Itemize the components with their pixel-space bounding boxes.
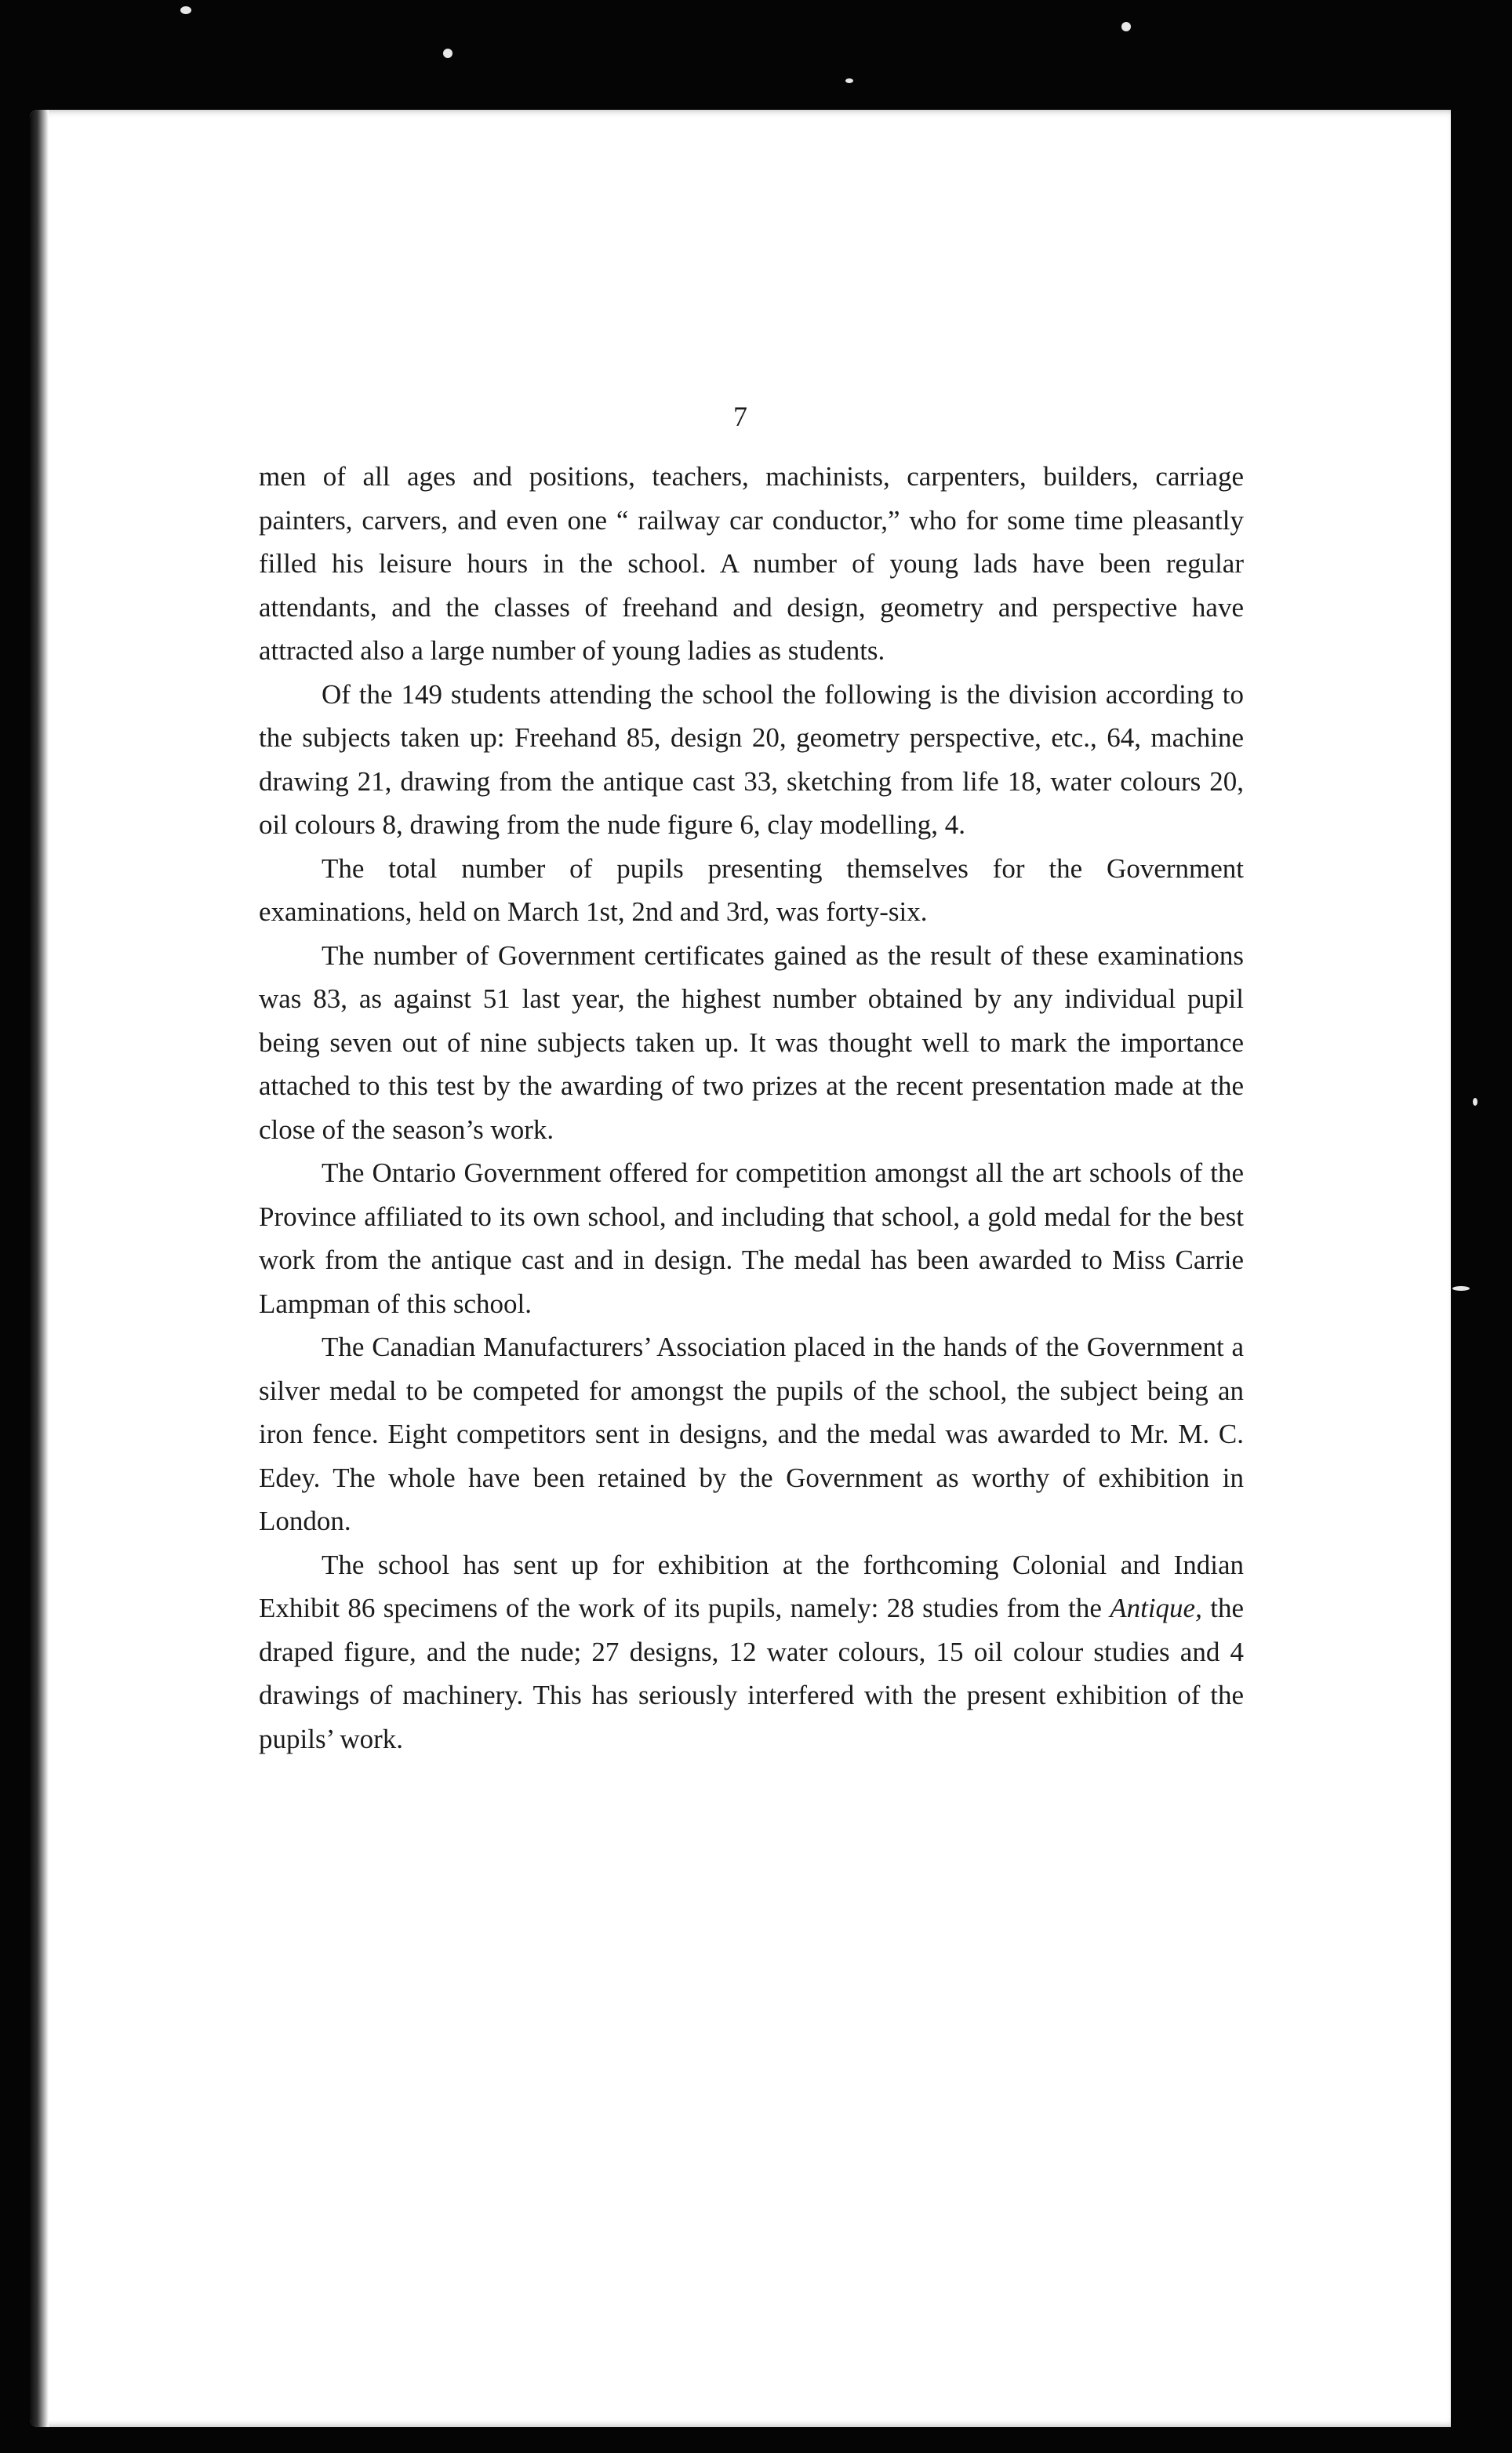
paragraph-7-text-start: The school has sent up for exhibition at the forthcoming Colonial and Indian Exhibit 86 specimens of the work of its pupils, namely: 28 studies from the xyxy=(259,1549,1244,1623)
paragraph-5: The Ontario Government offered for competition amongst all the art schools of the Province affiliated to its own school, and including that school, a gold medal for the best work from the antique cast and in design. The medal has been awarded to Miss Carrie Lampman of this school. xyxy=(259,1157,1244,1319)
scan-speck xyxy=(1452,1286,1470,1291)
scan-speck xyxy=(443,49,453,58)
paragraph-3: The total number of pupils presenting themselves for the Government examinations, held on March 1st, 2nd and 3rd, was forty-six. xyxy=(259,852,1244,927)
paragraph-4: The number of Government certificates gained as the result of these examinations was 83, as against 51 last year, the highest number obtained by any individual pupil being seven out of nine subjects taken up. It was thought well to mark the importance attached to this test by the awarding of two prizes at the recent presentation made at the close of the season’s work. xyxy=(259,939,1244,1145)
page-binding-edge xyxy=(30,110,49,2427)
paragraph-6: The Canadian Manufacturers’ Association placed in the hands of the Government a silver medal to be competed for amongst the pupils of the school, the subject being an iron fence. Eight competitors sent in designs, and the medal was awarded to Mr. M. C. Edey. The whole have been retained by the Government as worthy of exhibition in London. xyxy=(259,1332,1244,1536)
paragraph-2: Of the 149 students attending the school the following is the division according to the subjects taken up: Freehand 85, design 20, geometry perspective, etc., 64, machine drawing 21, drawing from the antique cast 33, sketching from life 18, water colours 20, oil colours 8, drawing from the nude figure 6, clay modelling, 4. xyxy=(259,678,1244,840)
scan-speck xyxy=(180,6,191,14)
scan-speck xyxy=(845,78,853,83)
document-page xyxy=(30,110,1451,2427)
paragraph-7-italic-title: Antique, xyxy=(1110,1593,1202,1623)
paragraph-7 xyxy=(259,1543,1244,1761)
scan-speck xyxy=(1121,22,1131,31)
scan-speck xyxy=(1473,1098,1477,1106)
page-number: 7 xyxy=(733,401,747,432)
body-text xyxy=(259,455,1244,1761)
paragraph-7-text-end: the draped figure, and the nude; 27 designs, 12 water colours, 15 oil colour studies and 4 drawings of machinery. This has seriously interfered with the present exhibition of the pupils’ work. xyxy=(259,1593,1244,1754)
paragraph-1: men of all ages and positions, teachers, machinists, carpenters, builders, carriage painters, carvers, and even one “ railway car conductor,” who for some time pleasantly filled his leisure hours in the school. A number of young lads have been regular attendants, and the classes of freehand and design, geometry and perspective have attracted also a large number of young ladies as students. xyxy=(259,461,1244,666)
